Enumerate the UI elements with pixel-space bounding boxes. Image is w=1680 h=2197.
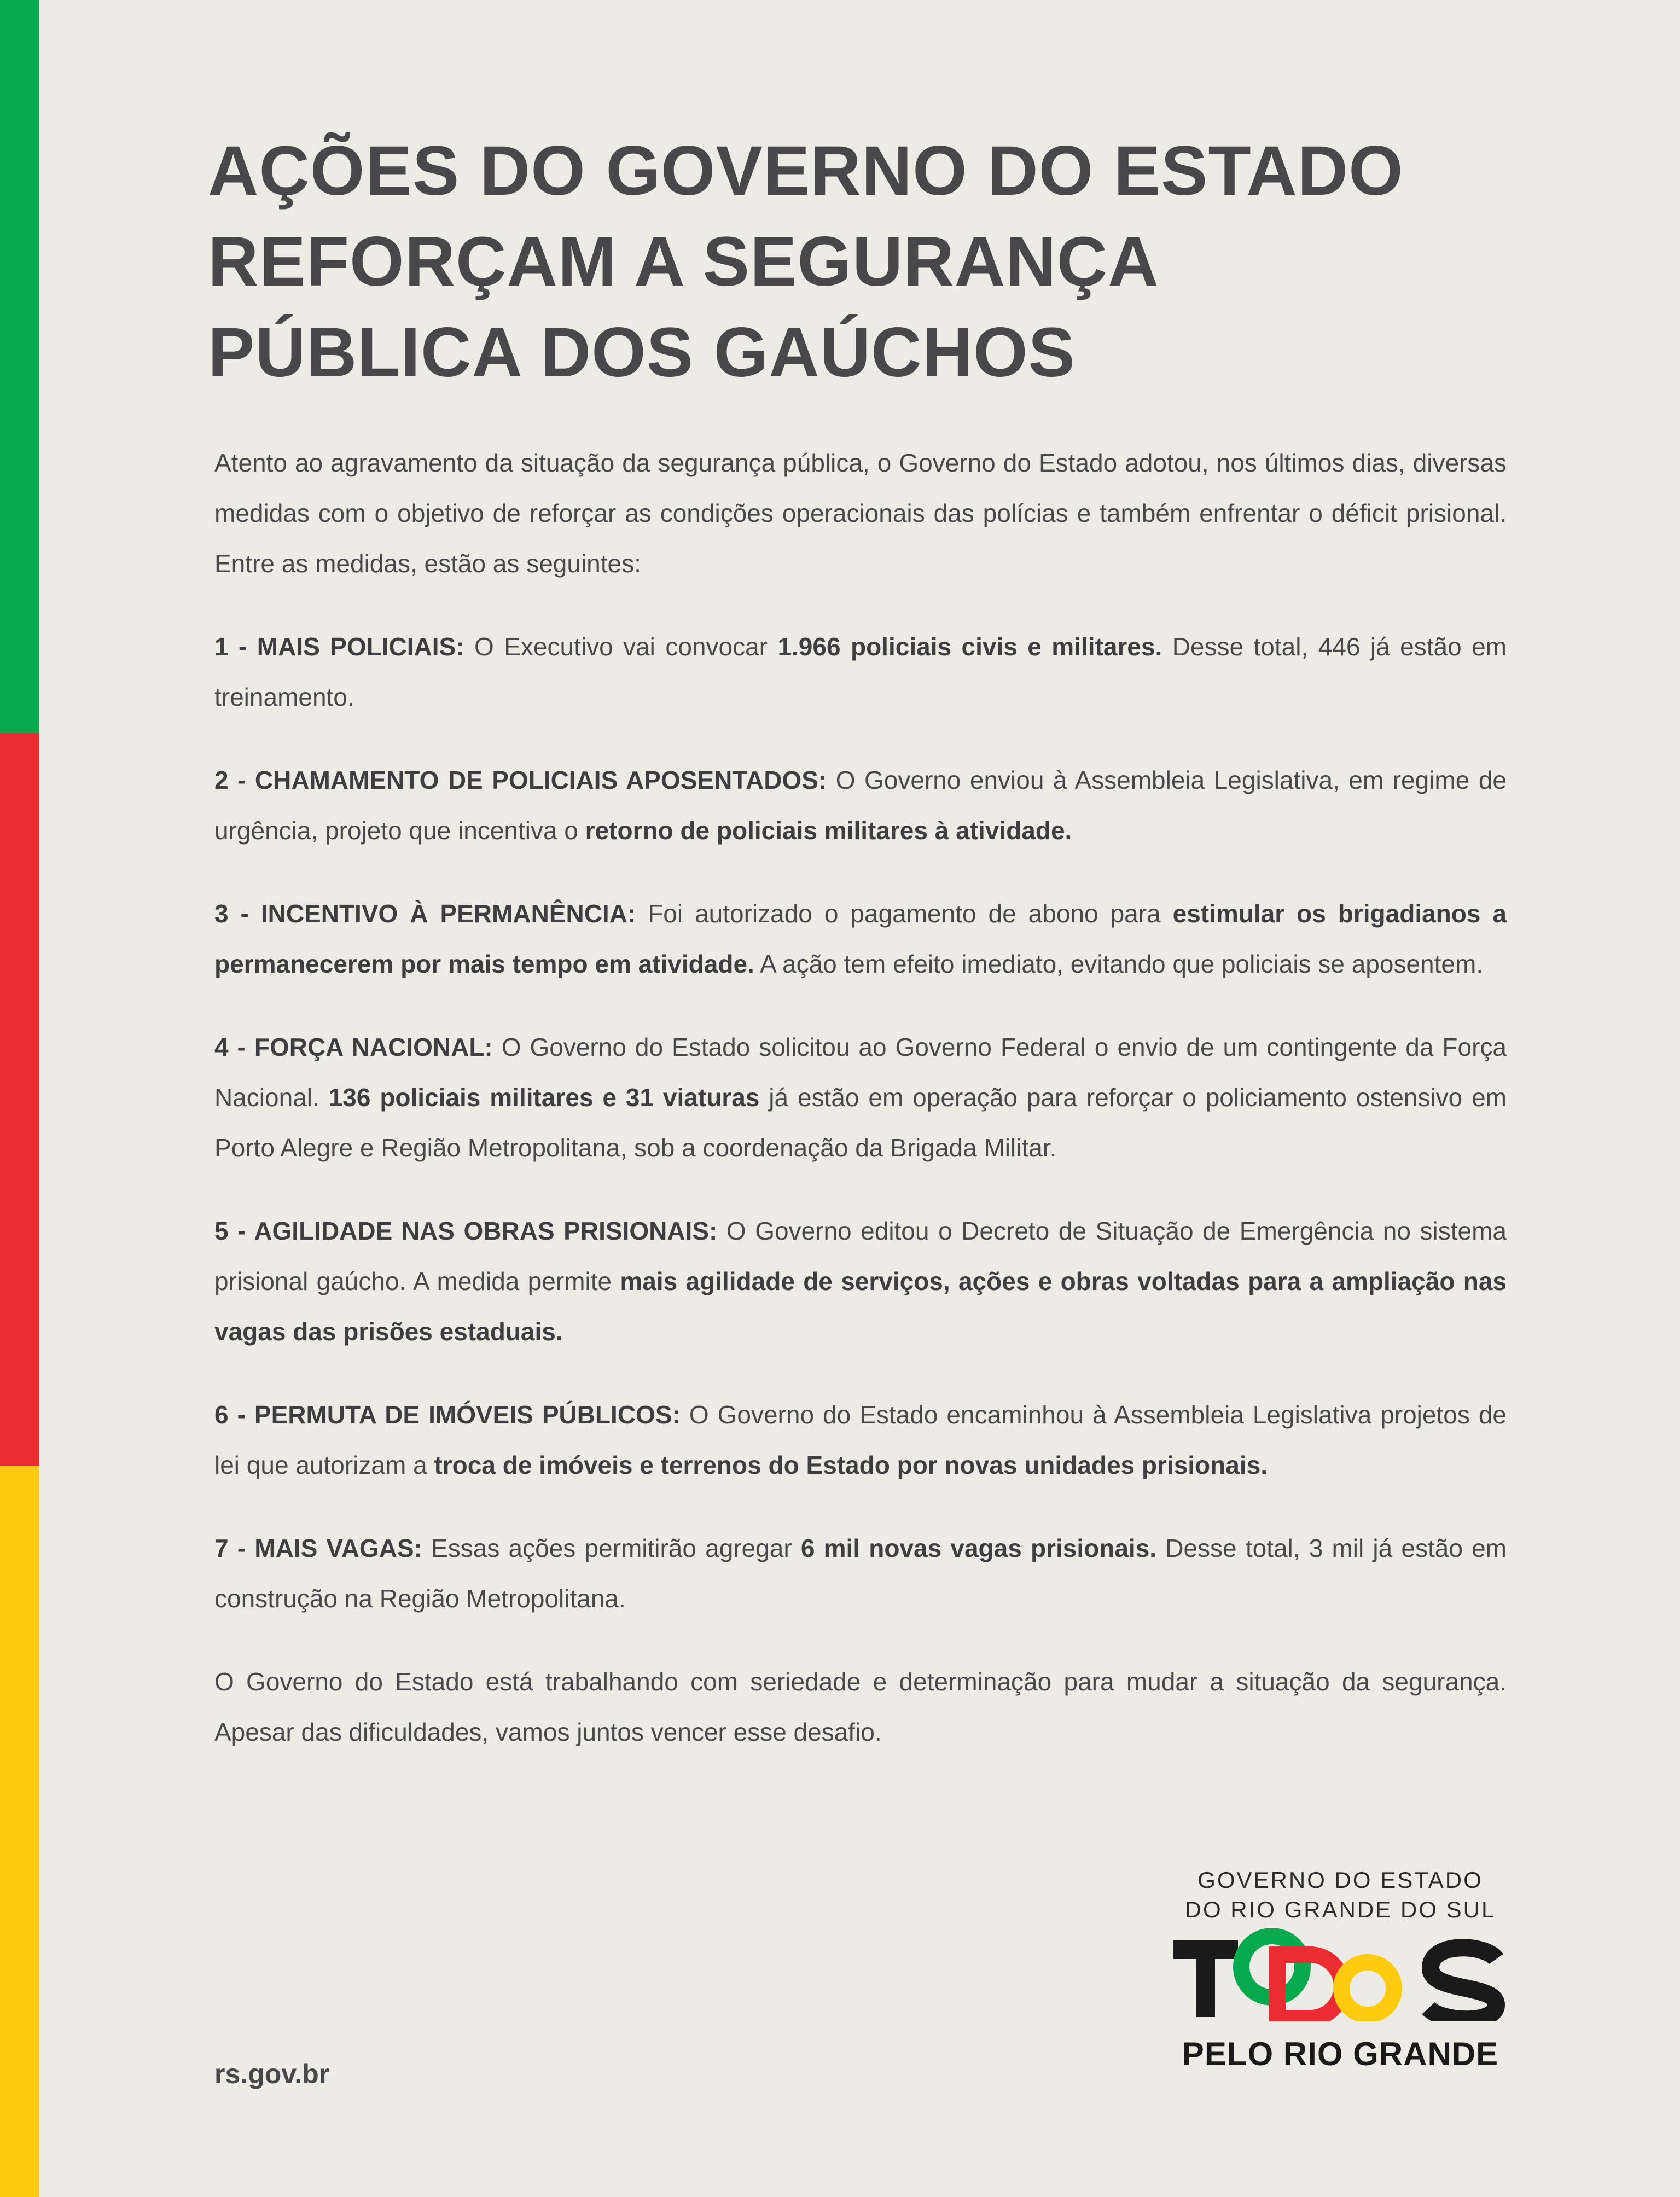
todos-tagline: PELO RIO GRANDE bbox=[1182, 2036, 1499, 2072]
measure-label: 5 - AGILIDADE NAS OBRAS PRISIONAIS: bbox=[214, 1217, 718, 1245]
article-body bbox=[214, 438, 1507, 1790]
measure-label: 4 - FORÇA NACIONAL: bbox=[214, 1033, 493, 1061]
headline-line-3: PÚBLICA DOS GAÚCHOS bbox=[208, 313, 1076, 392]
todos-logo-ring-yellow bbox=[1341, 1962, 1394, 2015]
measure-text: O Governo do Estado solicitou ao Governo Federal o envio de um contingente da Força Nacional. bbox=[214, 1033, 1507, 1112]
government-name-line-2: DO RIO GRANDE DO SUL bbox=[1184, 1897, 1496, 1922]
measure-text: Essas ações permitirão agregar bbox=[422, 1534, 801, 1562]
website-url[interactable]: rs.gov.br bbox=[214, 2059, 330, 2089]
measure-item-4 bbox=[214, 1022, 1507, 1173]
flag-stripe-red bbox=[0, 733, 39, 1466]
measure-highlight: mais agilidade de serviços, ações e obras voltadas para a ampliação nas vagas das prisões estaduais. bbox=[214, 1267, 1507, 1346]
intro-paragraph: Atento ao agravamento da situação da segurança pública, o Governo do Estado adotou, nos últimos dias, diversas medidas com o objetivo de reforçar as condições operacionais das polícias e também enfrentar o déficit prisional. Entre as medidas, estão as seguintes: bbox=[214, 449, 1507, 578]
measure-text: Desse total, 3 mil já estão em construção na Região Metropolitana. bbox=[214, 1534, 1507, 1613]
todos-logo-letter-t bbox=[1173, 1940, 1238, 2017]
measure-text: O Executivo vai convocar bbox=[464, 632, 778, 661]
headline-line-2: REFORÇAM A SEGURANÇA bbox=[208, 223, 1159, 301]
measure-highlight: troca de imóveis e terrenos do Estado por novas unidades prisionais. bbox=[434, 1451, 1268, 1479]
measure-highlight: 136 policiais militares e 31 viaturas bbox=[328, 1083, 760, 1112]
measure-text: Foi autorizado o pagamento de abono para bbox=[636, 899, 1173, 928]
measure-highlight: 1.966 policiais civis e militares. bbox=[777, 632, 1162, 661]
todos-logo bbox=[1173, 1928, 1507, 2021]
measure-text: O Governo do Estado encaminhou à Assembleia Legislativa projetos de lei que autorizam a bbox=[214, 1400, 1507, 1479]
measure-text: O Governo enviou à Assembleia Legislativa, em regime de urgência, projeto que incentiva o bbox=[214, 766, 1507, 845]
measure-label: 1 - MAIS POLICIAIS: bbox=[214, 632, 464, 661]
measure-item-3 bbox=[214, 888, 1507, 989]
measure-highlight: estimular os brigadianos a permanecerem por mais tempo em atividade. bbox=[214, 899, 1507, 978]
measure-label: 3 - INCENTIVO À PERMANÊNCIA: bbox=[214, 899, 636, 928]
measure-item-1 bbox=[214, 621, 1507, 722]
measure-text: Desse total, 446 já estão em treinamento. bbox=[214, 632, 1507, 711]
flag-stripe-green bbox=[0, 0, 39, 733]
todos-logo-letter-s bbox=[1428, 1948, 1496, 2019]
closing-paragraph: O Governo do Estado está trabalhando com seriedade e determinação para mudar a situação da segurança. Apesar das dificuldades, vamos juntos vencer esse desafio. bbox=[214, 1667, 1507, 1746]
headline-line-1: AÇÕES DO GOVERNO DO ESTADO bbox=[208, 132, 1404, 210]
measure-label: 7 - MAIS VAGAS: bbox=[214, 1534, 422, 1562]
measure-highlight: 6 mil novas vagas prisionais. bbox=[800, 1534, 1157, 1562]
page-title bbox=[208, 126, 1565, 398]
government-name bbox=[1165, 1865, 1515, 1925]
measure-text: A ação tem efeito imediato, evitando que policiais se aposentem. bbox=[754, 950, 1484, 978]
measure-label: 6 - PERMUTA DE IMÓVEIS PÚBLICOS: bbox=[214, 1400, 681, 1429]
measure-item-5 bbox=[214, 1206, 1507, 1357]
measure-item-2 bbox=[214, 755, 1507, 856]
flag-stripe-yellow bbox=[0, 1466, 39, 2197]
measure-item-7 bbox=[214, 1523, 1507, 1624]
flag-stripe bbox=[0, 0, 39, 2197]
measure-highlight: retorno de policiais militares à atividade. bbox=[585, 816, 1072, 845]
measure-item-6 bbox=[214, 1390, 1507, 1490]
measure-text: O Governo editou o Decreto de Situação de Emergência no sistema prisional gaúcho. A medida permite bbox=[214, 1217, 1507, 1295]
government-name-line-1: GOVERNO DO ESTADO bbox=[1197, 1867, 1483, 1893]
measure-label: 2 - CHAMAMENTO DE POLICIAIS APOSENTADOS: bbox=[214, 766, 827, 794]
measure-text: já estão em operação para reforçar o policiamento ostensivo em Porto Alegre e Região Metropolitana, sob a coordenação da Brigada Militar. bbox=[214, 1083, 1507, 1162]
